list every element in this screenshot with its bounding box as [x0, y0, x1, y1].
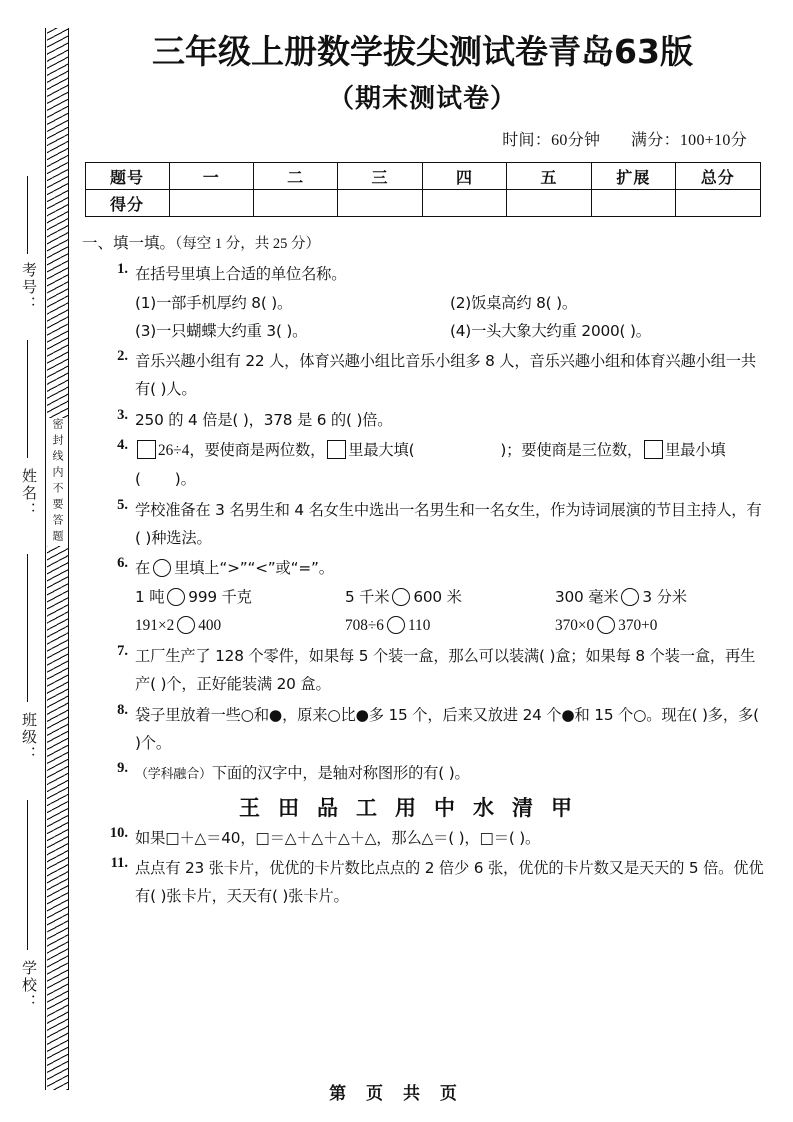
- answer-blank[interactable]: [409, 436, 507, 464]
- field-school: 学校：: [20, 960, 38, 1011]
- answer-box-square[interactable]: [644, 440, 663, 459]
- score-table-col-extra: 扩展: [591, 163, 675, 190]
- comparison-item: [555, 583, 765, 611]
- question-8-number: 8.: [117, 701, 128, 718]
- score-table-score-row: [85, 190, 760, 217]
- question-1-body: [128, 260, 765, 345]
- answer-circle[interactable]: [621, 588, 639, 606]
- score-table-row-label-number: 题号: [85, 163, 169, 190]
- field-line-4: [27, 800, 28, 950]
- section-heading-fill-in: [82, 231, 765, 253]
- question-6-row-2: [135, 611, 765, 640]
- score-table-col-2: 二: [253, 163, 337, 190]
- question-6: [82, 554, 765, 640]
- score-cell-extra[interactable]: [591, 190, 675, 217]
- question-1: [82, 260, 765, 345]
- seal-inner-rule: [68, 28, 69, 1090]
- question-4-body: 26÷4，要使商是两位数， 里最大填 ( ) ；要使商是三位数， 里最小填( )。: [128, 436, 765, 494]
- question-9: [82, 759, 765, 787]
- comparison-right: 400: [198, 616, 222, 634]
- question-9-hanzi-list: 王田品工用中水清甲: [239, 795, 590, 820]
- score-table-col-1: 一: [169, 163, 253, 190]
- field-line-1: [27, 176, 28, 254]
- page-title: 三年级上册数学拔尖测试卷青岛63版: [152, 32, 693, 71]
- comparison-right: 110: [407, 616, 431, 634]
- score-cell-1[interactable]: [169, 190, 253, 217]
- score-table-col-total: 总分: [676, 163, 760, 190]
- comparison-right: 600 米: [413, 587, 462, 606]
- answer-circle[interactable]: [177, 616, 195, 634]
- seal-hatch-band: [47, 28, 68, 1090]
- question-2: [82, 347, 765, 404]
- question-4: [82, 436, 765, 494]
- exam-meta: [80, 127, 747, 150]
- score-table: [85, 162, 761, 217]
- comparison-left: 5 千米: [344, 587, 390, 606]
- question-1-stem: 在括号里填上合适的单位名称。: [135, 265, 347, 284]
- score-table-col-4: 四: [422, 163, 506, 190]
- exam-sheet: [72, 0, 793, 1122]
- field-line-3: [27, 554, 28, 702]
- answer-blank[interactable]: [135, 465, 181, 493]
- comparison-right: 999 千克: [188, 587, 252, 606]
- question-8: [82, 701, 765, 758]
- answer-circle[interactable]: [597, 616, 615, 634]
- page-subtitle: （期末测试卷）: [327, 84, 517, 115]
- seal-margin: [0, 0, 72, 1122]
- question-9-number: 9.: [117, 760, 128, 777]
- question-3: [82, 406, 765, 434]
- field-student-name: 姓名：: [20, 468, 38, 519]
- answer-box-square[interactable]: [327, 440, 346, 459]
- section-heading-label: 一、填一填。: [82, 234, 176, 253]
- score-table-col-5: 五: [507, 163, 591, 190]
- exam-time-label: 时间：60分钟: [502, 132, 601, 150]
- question-1-subitem-3: (3)一只蝴蝶大约重 3( )。: [135, 321, 308, 340]
- question-9-line: [135, 759, 765, 787]
- score-cell-total[interactable]: [676, 190, 760, 217]
- question-9-body: [128, 759, 765, 787]
- question-1-subitems-row-1: [135, 289, 765, 317]
- comparison-right: 3 分米: [642, 587, 687, 606]
- comparison-left: 1 吨: [135, 587, 165, 606]
- question-1-number: 1.: [117, 261, 128, 278]
- question-10: [82, 824, 765, 852]
- score-cell-2[interactable]: [253, 190, 337, 217]
- question-11-text: 点点有 23 张卡片，优优的卡片数比点点的 2 倍少 6 张，优优的卡片数又是天天的 5 倍。优优有( )张卡片，天天有( )张卡片。: [135, 858, 764, 906]
- score-cell-4[interactable]: [422, 190, 506, 217]
- question-4-number: 4.: [117, 437, 128, 454]
- question-11-number: 11.: [110, 854, 128, 871]
- question-8-text: 袋子里放着一些○和●，原来○比●多 15 个，后来又放进 24 个●和 15 个○。现在( )多，多( )个。: [135, 705, 759, 752]
- seal-hint-text: 密封线内不要答题: [47, 418, 68, 546]
- score-cell-3[interactable]: [338, 190, 422, 217]
- exam-body: [80, 231, 765, 910]
- question-7-number: 7.: [117, 643, 128, 660]
- question-7: [82, 642, 765, 699]
- field-exam-number: 考号：: [20, 262, 38, 313]
- comparison-item: [555, 611, 765, 640]
- question-2-number: 2.: [117, 348, 128, 365]
- comparison-left: 191×2: [135, 616, 175, 634]
- score-table-row-label-score: 得分: [85, 190, 169, 217]
- answer-circle[interactable]: [153, 559, 171, 577]
- question-10-text: 如果□＋△＝40，□＝△＋△＋△＋△，那么△＝( )，□＝( )。: [135, 828, 541, 847]
- question-5: [82, 496, 765, 553]
- score-table-col-3: 三: [338, 163, 422, 190]
- question-6-body: [128, 554, 765, 640]
- question-6-row-1: [135, 583, 765, 611]
- comparison-left: 370×0: [554, 616, 595, 634]
- section-points: （每空 1 分，共 25 分）: [175, 236, 321, 253]
- page-footer: 第 页 共 页: [329, 1084, 464, 1104]
- question-7-text: 工厂生产了 128 个零件，如果每 5 个装一盒，那么可以装满( )盒；如果每 8 个装一盒，再生产( )个，正好能装满 20 盒。: [135, 647, 756, 694]
- comparison-item: [135, 611, 345, 640]
- comparison-item: [345, 583, 555, 611]
- question-3-number: 3.: [117, 406, 128, 423]
- question-6-stem: 在 里填上“>”“<”或“=”。: [135, 559, 334, 578]
- comparison-item: [135, 583, 345, 611]
- question-1-subitem-1: (1)一部手机厚约 8( )。: [135, 293, 293, 312]
- comparison-left: 708÷6: [344, 616, 384, 634]
- question-2-text: 音乐兴趣小组有 22 人，体育兴趣小组比音乐小组多 8 人，音乐兴趣小组和体育兴趣小组一共有( )人。: [135, 352, 756, 399]
- exam-total-score-label: 满分：100+10分: [630, 132, 747, 150]
- answer-circle[interactable]: [167, 588, 185, 606]
- score-cell-5[interactable]: [507, 190, 591, 217]
- answer-circle[interactable]: [392, 588, 410, 606]
- comparison-left: 300 毫米: [554, 587, 619, 606]
- field-line-2: [27, 340, 28, 458]
- question-5-text: 学校准备在 3 名男生和 4 名女生中选出一名男生和一名女生，作为诗词展演的节目主持人，有( )种选法。: [135, 500, 762, 547]
- field-class: 班级：: [20, 712, 38, 763]
- question-9-text: 下面的汉字中，是轴对称图形的有( )。: [211, 764, 470, 783]
- question-9-tag: （学科融合）: [135, 767, 212, 783]
- question-1-subitem-4: (4)一头大象大约重 2000( )。: [450, 321, 651, 340]
- question-10-number: 10.: [109, 824, 128, 841]
- score-table-header-row: [85, 163, 760, 190]
- question-5-number: 5.: [117, 496, 128, 513]
- comparison-right: 370+0: [618, 616, 658, 634]
- question-1-subitem-2: (2)饭桌高约 8( )。: [450, 293, 577, 312]
- answer-circle[interactable]: [387, 616, 405, 634]
- question-3-text: 250 的 4 倍是( )，378 是 6 的( )倍。: [135, 410, 393, 429]
- question-1-subitems-row-2: [135, 317, 765, 345]
- question-6-number: 6.: [117, 555, 128, 572]
- answer-box-square[interactable]: [137, 440, 156, 459]
- question-11: [82, 854, 765, 911]
- comparison-item: [345, 611, 555, 640]
